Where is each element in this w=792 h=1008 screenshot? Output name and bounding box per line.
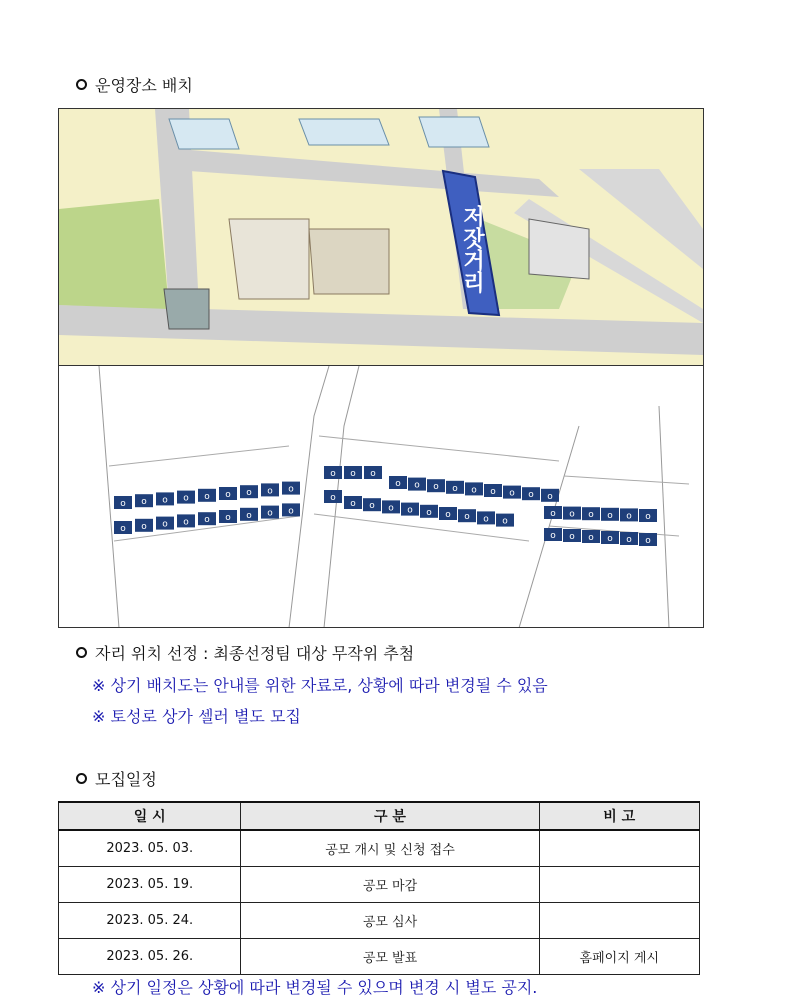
booth-mark: o [246,510,252,521]
header-item: 구 분 [241,802,539,830]
note-seller-recruit: ※ 토성로 상가 셀러 별도 모집 [92,707,301,726]
booth-mark: o [183,493,189,504]
booth-mark: o [502,516,508,527]
booth-mark: o [445,510,451,520]
booth-mark: o [225,490,231,500]
booth-mark: o [471,485,477,496]
booth-mark: o [288,484,294,495]
table-row [59,903,700,939]
section-title: 모집일정 [95,770,157,789]
map-figure [58,108,704,628]
cell-item: 공모 마감 [241,867,539,903]
booth-mark: o [162,519,168,530]
booth-mark: o [267,508,273,519]
circle-bullet-icon [76,647,87,658]
circle-bullet-icon [76,773,87,784]
header-note: 비 고 [539,802,699,830]
booth-mark: o [550,531,556,541]
cell-item: 공모 개시 및 신청 접수 [241,830,539,867]
circle-bullet-icon [76,79,87,90]
booth-mark: o [607,534,613,544]
section-heading-layout [76,73,193,96]
note-schedule-change: ※ 상기 일정은 상황에 따라 변경될 수 있으며 변경 시 별도 공지. [92,978,538,997]
booth-layout-map [59,365,703,628]
booth-mark: o [483,514,489,525]
booth-mark: o [246,488,252,499]
area-illustration-map [59,109,703,365]
booth-mark: o [388,503,394,514]
section-heading-schedule [76,767,157,790]
booth-mark: o [569,509,575,520]
cell-date: 2023. 05. 03. [59,830,241,867]
booth-mark: o [395,479,401,489]
booth-mark: o [464,512,470,523]
market-street-label: 저잣거리 [459,205,485,293]
section-title: 자리 위치 선정 : 최종선정팀 대상 무작위 추첨 [95,644,415,663]
cell-note: 홈페이지 게시 [539,939,699,975]
booth-mark: o [569,532,575,542]
booth-mark: o [141,497,147,508]
booth-mark: o [626,511,632,522]
cell-item: 공모 발표 [241,939,539,975]
booth-mark: o [162,495,168,506]
booth-mark: o [433,482,439,493]
table-row [59,867,700,903]
section-title: 운영장소 배치 [95,76,193,95]
header-date: 일 시 [59,802,241,830]
booth-mark: o [350,469,356,479]
cell-date: 2023. 05. 19. [59,867,241,903]
booth-mark: o [407,505,413,516]
cell-note [539,903,699,939]
booth-mark: o [330,493,336,503]
booth-mark: o [426,507,432,518]
section-heading-seat [76,641,414,664]
booth-mark: o [547,491,553,502]
booth-mark: o [204,491,210,502]
booth-mark: o [120,524,126,534]
note-layout-disclaimer: ※ 상기 배치도는 안내를 위한 자료로, 상황에 따라 변경될 수 있음 [92,676,548,695]
cell-item: 공모 심사 [241,903,539,939]
booth-mark: o [183,517,189,528]
booth-mark: o [414,480,420,491]
booth-mark: o [626,535,632,545]
booth-mark: o [120,499,126,509]
booth-mark: o [350,499,356,509]
table-row [59,939,700,975]
booth-mark: o [588,533,594,543]
booth-mark: o [288,506,294,517]
booth-mark: o [204,515,210,526]
schedule-table [58,801,700,975]
booth-mark: o [550,509,556,519]
table-row [59,830,700,867]
cell-note [539,830,699,867]
booth-mark: o [330,469,336,479]
booth-mark: o [452,483,458,494]
booth-mark: o [267,486,273,497]
booth-mark: o [225,513,231,523]
booth-mark: o [607,510,613,521]
booth-mark: o [645,512,651,522]
booth-mark: o [141,521,147,532]
booth-mark: o [588,510,594,521]
booth-mark: o [509,488,515,499]
cell-date: 2023. 05. 24. [59,903,241,939]
cell-note [539,867,699,903]
booth-mark: o [645,536,651,546]
booth-mark: o [490,487,496,497]
booth-mark: o [370,469,376,479]
booth-mark: o [369,501,375,512]
cell-date: 2023. 05. 26. [59,939,241,975]
booth-mark: o [528,490,534,501]
